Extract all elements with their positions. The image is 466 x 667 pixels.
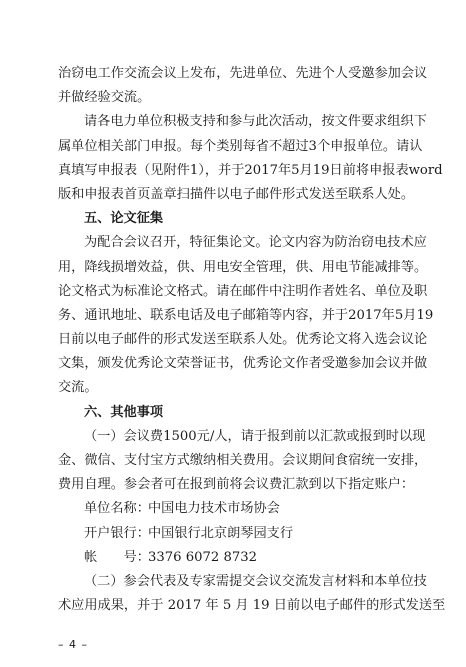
section-heading-other: 六、其他事项 [84,404,164,420]
account-number-row [58,546,414,570]
text-line: 并做经验交流。 [58,90,151,106]
text-line: 论文格式为标准论文格式。请在邮件中注明作者姓名、单位及职 [58,283,428,299]
page-number: – 4 – [58,638,88,651]
paragraph-papers [58,231,434,400]
text-line: 治窃电工作交流会议上发布，先进单位、先进个人受邀参加会议 [58,66,428,81]
document-body [58,62,446,618]
text-line: 费用自理。参会者可在报到前将会议费汇款到以下指定账户： [58,477,415,493]
account-name-label: 单位名称： [84,501,150,517]
paragraph-materials [58,570,446,618]
text-line: 文集，颁发优秀论文荣誉证书，优秀论文作者受邀参加会议并做 [58,356,428,372]
text-line: 金、微信、支付宝方式缴纳相关费用。会议期间食宿统一安排， [58,453,428,468]
account-bank-label: 开户银行： [84,525,150,541]
account-name-row [58,497,414,521]
text-line: 日前以电子邮件的形式发送至联系人处。优秀论文将入选会议论 [58,332,428,348]
account-number-label: 帐 号： [84,549,150,565]
bank-account-info [58,497,414,570]
text-line: 版和申报表首页盖章扫描件以电子邮件形式发送至联系人处。 [58,186,415,202]
text-line: 交流。 [58,380,98,396]
text-line: （一）会议费1500元/人，请于报到前以汇款或报到时以现 [84,428,426,444]
account-bank-value: 中国银行北京朗琴园支行 [148,525,294,541]
text-line: 属单位相关部门申报。每个类别每省不超过3个申报单位。请认 [58,138,423,154]
account-bank-row [58,522,414,546]
paragraph-fee [58,425,428,498]
text-line: 术应用成果，并于 2017 年 5 月 19 日前以电子邮件的形式发送至 [58,598,446,614]
account-name-value: 中国电力技术市场协会 [148,501,280,517]
text-line: 真填写申报表（见附件1），并于2017年5月19日前将申报表word [58,162,443,178]
paragraph-continued [58,62,428,110]
text-line: 请各电力单位积极支持和参与此次活动，按文件要求组织下 [84,114,427,130]
text-line: 务、通讯地址、联系电话及电子邮箱等内容，并于2017年5月19 [58,307,434,323]
account-number-value: 3376 6072 8732 [148,549,258,565]
text-line: 为配合会议召开，特征集论文。论文内容为防治窃电技术应 [84,235,427,251]
text-line: （二）参会代表及专家需提交会议交流发言材料和本单位技 [84,573,427,589]
paragraph-application [58,110,443,207]
text-line: 用，降线损增效益，供、用电安全管理，供、用电节能减排等。 [58,259,428,275]
section-heading-papers: 五、论文征集 [84,211,164,227]
